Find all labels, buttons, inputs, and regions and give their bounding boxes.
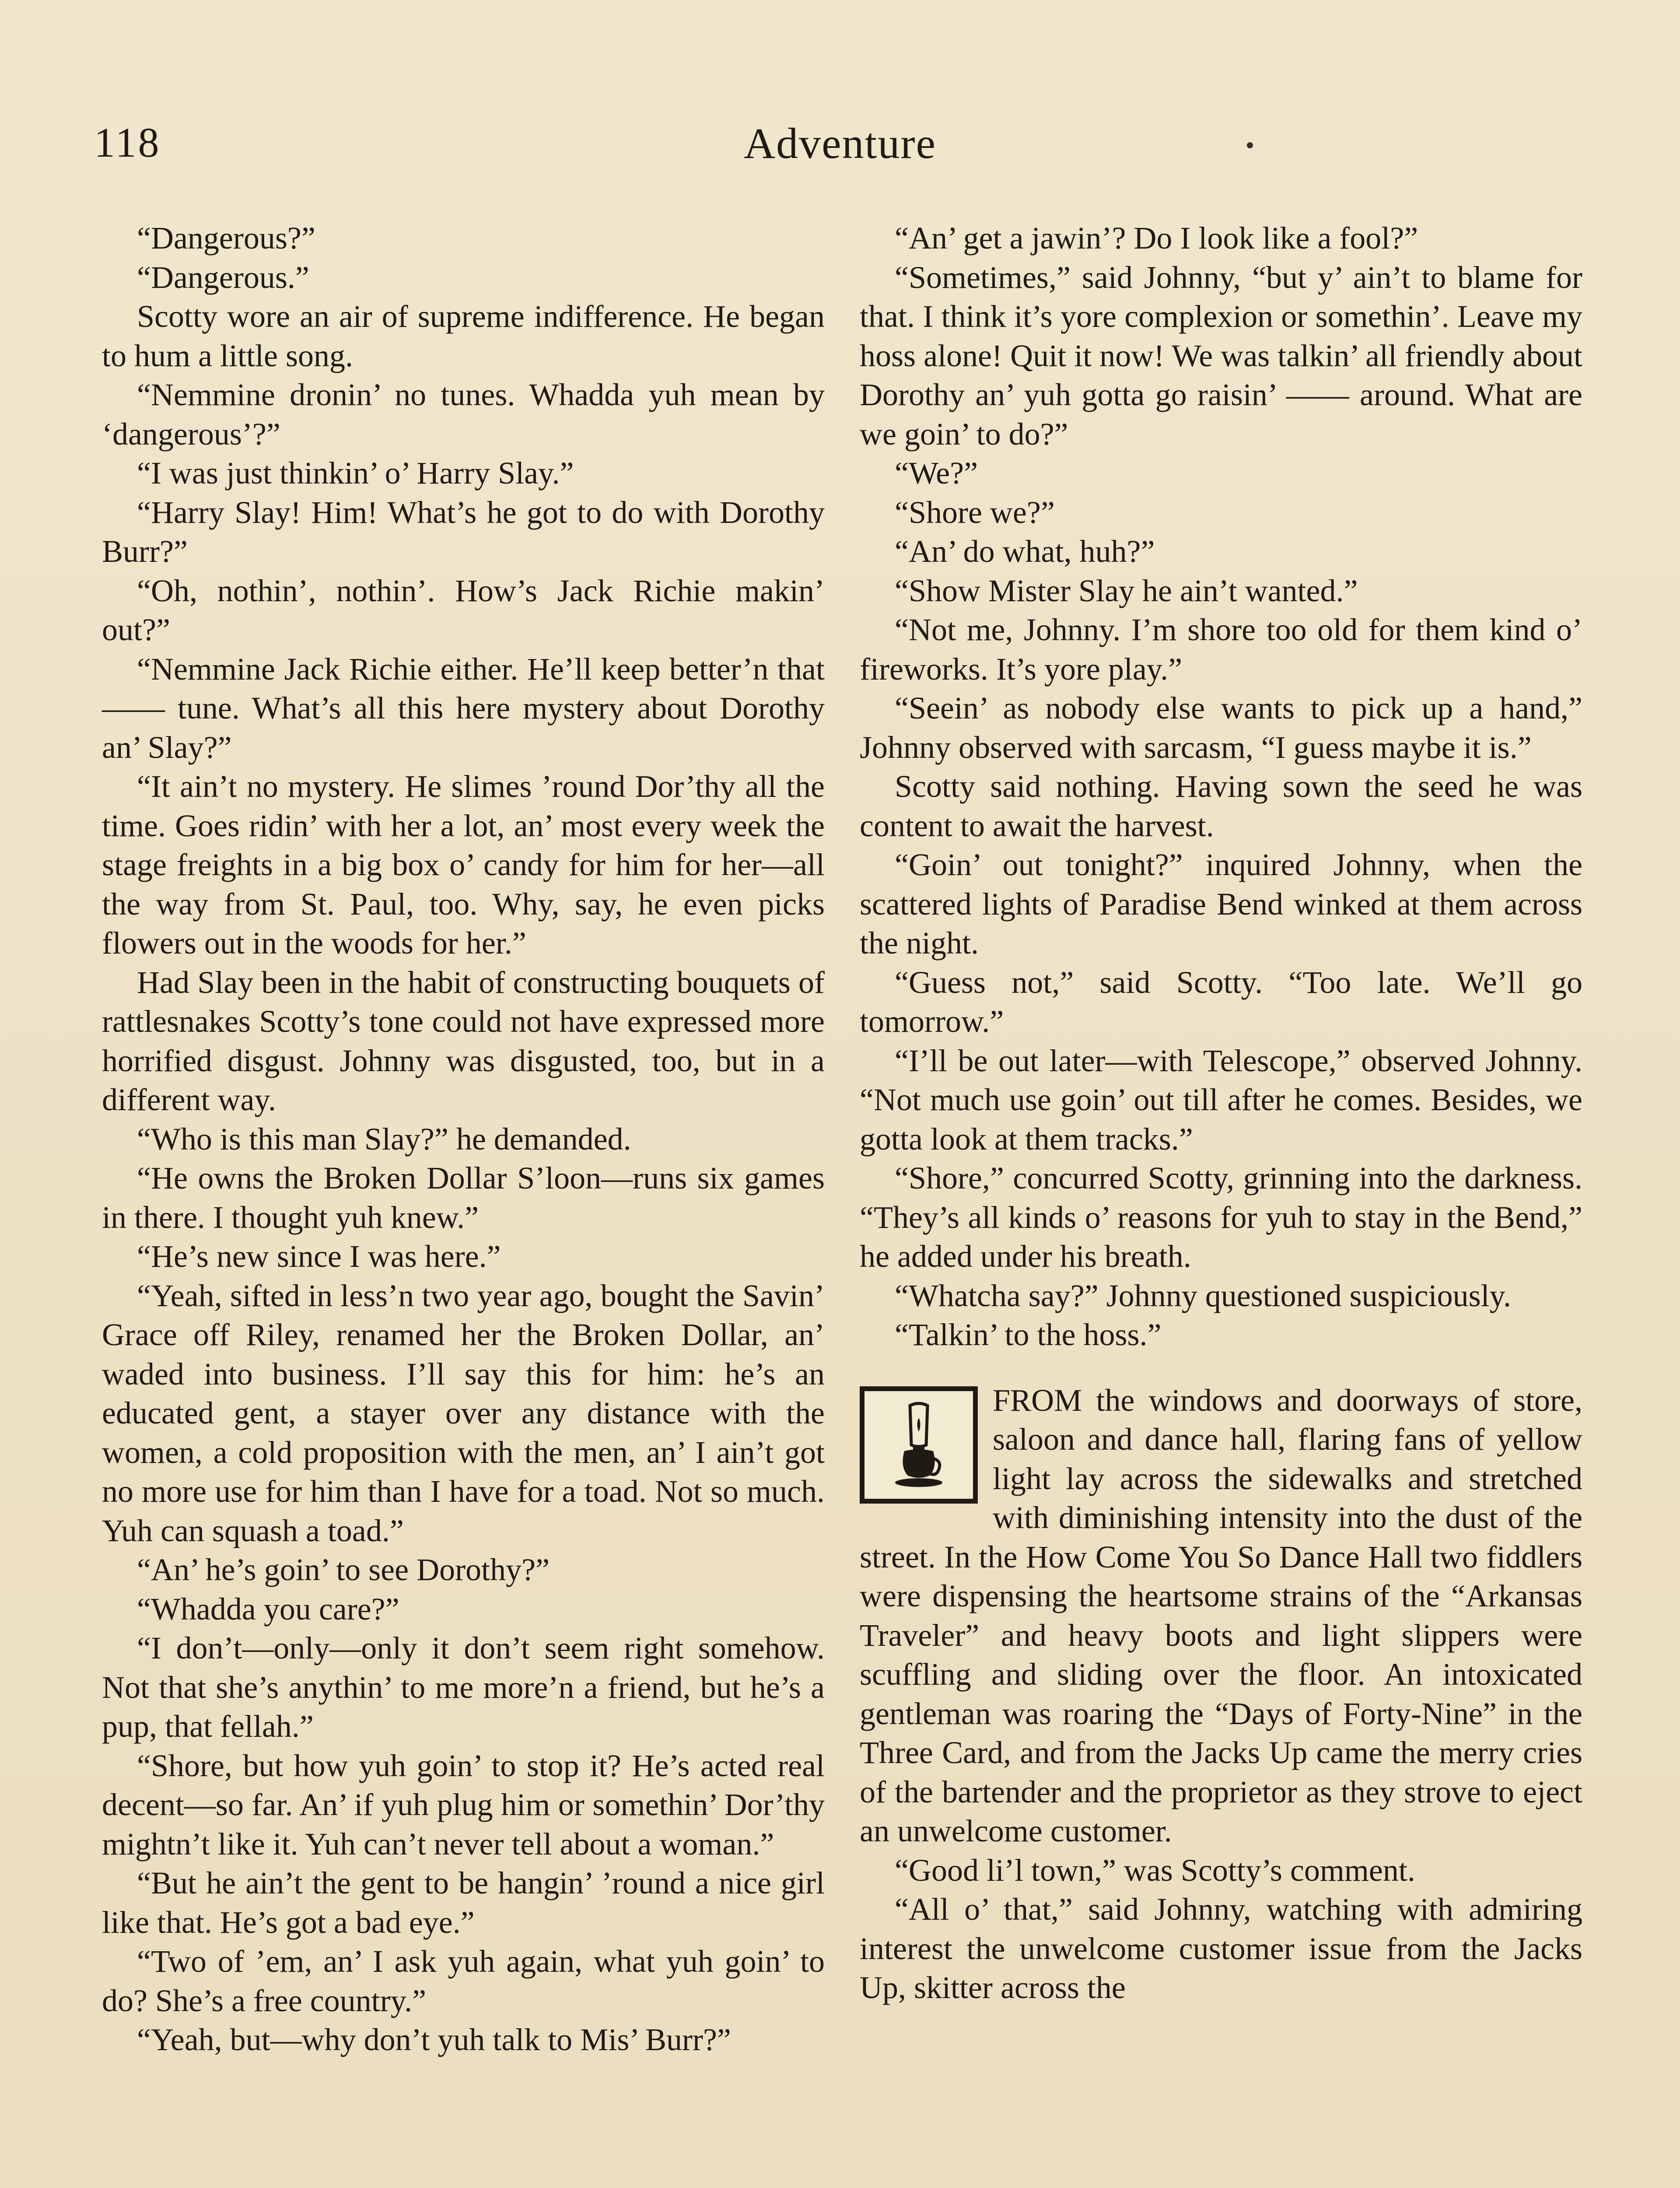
paragraph: “Whadda you care?” (137, 1591, 399, 1627)
paragraph: “Goin’ out tonight?” inquired Johnny, when the scattered lights of Paradise Bend winked at them across the night. (860, 847, 1582, 961)
paragraph: “Nemmine dronin’ no tunes. Whadda yuh mean by ‘dangerous’?” (102, 377, 825, 452)
paragraph: “I’ll be out later—with Telescope,” observed Johnny. “Not much use goin’ out till after he comes. Besides, we gotta look at them tracks.” (860, 1043, 1582, 1157)
section-opening-paragraph: FROM the windows and doorways of store, saloon and dance hall, flaring fans of yellow light lay across the sidewalks and stretched with diminishing intensity into the dust of the street. In the How Come You So Dance Hall two fiddlers were dispensing the heartsome strains of the “Arkansas Traveler” and heavy boots and light slippers were scuffling and sliding over the floor. An intoxicated gentleman was roaring the “Days of Forty-Nine” in the Three Card, and from the Jacks Up came the merry cries of the bartender and the proprietor as they strove to eject an unwelcome customer. (860, 1382, 1582, 1848)
page-header (94, 118, 1586, 188)
paragraph: “We?” (895, 456, 978, 491)
paragraph: “An’ get a jawin’? Do I look like a fool?” (895, 221, 1418, 256)
section-break-spacer (860, 1355, 1582, 1381)
section-opening (860, 1381, 1582, 2008)
ink-speck (1247, 142, 1253, 148)
oil-lamp-illustration (886, 1397, 952, 1493)
left-column (102, 219, 825, 2060)
paragraph: “I don’t—only—only it don’t seem right somehow. Not that she’s anythin’ to me more’n a friend, but he’s a pup, that fellah.” (102, 1630, 825, 1744)
paragraph: “Who is this man Slay?” he demanded. (137, 1121, 631, 1157)
paragraph: “Oh, nothin’, nothin’. How’s Jack Richie makin’ out?” (102, 573, 825, 647)
paragraph: “Talkin’ to the hoss.” (895, 1317, 1162, 1352)
paragraph: “It ain’t no mystery. He slimes ’round Dor’thy all the time. Goes ridin’ with her a lot, an’ most every week the stage freights in a big box o’ candy for him for her—all the way from St. Paul, too. Why, say, he even picks flowers out in the woods for her.” (102, 769, 825, 961)
paragraph: “An’ do what, huh?” (895, 534, 1155, 569)
paragraph: “Yeah, sifted in less’n two year ago, bought the Savin’ Grace off Riley, renamed her the Broken Dollar, an’ waded into business. I’ll say this for him: he’s an educated gent, a stayer over any distance with the women, a cold proposition with the men, an’ I ain’t got no more use for him than I have for a toad. Not so much. Yuh can squash a toad.” (102, 1278, 825, 1548)
paragraph: “He owns the Broken Dollar S’loon—runs six games in there. I thought yuh knew.” (102, 1161, 825, 1235)
paragraph: “Seein’ as nobody else wants to pick up a hand,” Johnny observed with sarcasm, “I guess maybe it is.” (860, 691, 1582, 765)
oil-lamp-icon (860, 1386, 978, 1504)
right-column (860, 219, 1582, 2008)
paragraph: “Harry Slay! Him! What’s he got to do with Dorothy Burr?” (102, 494, 825, 569)
paragraph: Had Slay been in the habit of constructing bouquets of rattlesnakes Scotty’s tone could not have expressed more horrified disgust. Johnny was disgusted, too, but in a different way. (102, 964, 825, 1117)
paragraph: “Shore,” concurred Scotty, grinning into the darkness. “They’s all kinds o’ reasons for yuh to stay in the Bend,” he added under his breath. (860, 1161, 1582, 1274)
paragraph: “Nemmine Jack Richie either. He’ll keep better’n that —— tune. What’s all this here mystery about Dorothy an’ Slay?” (102, 651, 825, 765)
page-number: 118 (94, 119, 161, 166)
paragraph: “Shore, but how yuh goin’ to stop it? He’s acted real decent—so far. An’ if yuh plug him or somethin’ Dor’thy mightn’t like it. Yuh can’t never tell about a woman.” (102, 1748, 825, 1862)
paragraph: “But he ain’t the gent to be hangin’ ’round a nice girl like that. He’s got a bad eye.” (102, 1865, 825, 1940)
paragraph: “Yeah, but—why don’t yuh talk to Mis’ Burr?” (137, 2022, 731, 2057)
paragraph: “Whatcha say?” Johnny questioned suspiciously. (895, 1278, 1511, 1313)
paragraph: Scotty wore an air of supreme indifference. He began to hum a little song. (102, 299, 825, 373)
paragraph: “Dangerous?” (137, 221, 315, 256)
paragraph: “I was just thinkin’ o’ Harry Slay.” (137, 456, 574, 491)
paragraph: “An’ he’s goin’ to see Dorothy?” (137, 1552, 550, 1587)
paragraph: “Not me, Johnny. I’m shore too old for them kind o’ fireworks. It’s yore play.” (860, 612, 1582, 687)
paragraph: “Sometimes,” said Johnny, “but y’ ain’t to blame for that. I think it’s yore complexion or somethin’. Leave my hoss alone! Quit it now! We was talkin’ all friendly about Dorothy an’ yuh gotta go raisin’ —— around. What are we goin’ to do?” (860, 259, 1582, 452)
paragraph: “Two of ’em, an’ I ask yuh again, what yuh goin’ to do? She’s a free country.” (102, 1944, 825, 2018)
paragraph: Scotty said nothing. Having sown the seed he was content to await the harvest. (860, 769, 1582, 843)
paragraph: “All o’ that,” said Johnny, watching with admiring interest the unwelcome customer issue from the Jacks Up, skitter across the (860, 1892, 1582, 2005)
running-title: Adventure (743, 119, 937, 168)
paragraph: “Good li’l town,” was Scotty’s comment. (895, 1852, 1415, 1888)
paragraph: “Shore we?” (895, 494, 1055, 530)
paragraph: “He’s new since I was here.” (137, 1239, 501, 1274)
paragraph: “Show Mister Slay he ain’t wanted.” (895, 573, 1358, 608)
paragraph: “Dangerous.” (137, 259, 309, 295)
paragraph: “Guess not,” said Scotty. “Too late. We’ll go tomorrow.” (860, 964, 1582, 1039)
